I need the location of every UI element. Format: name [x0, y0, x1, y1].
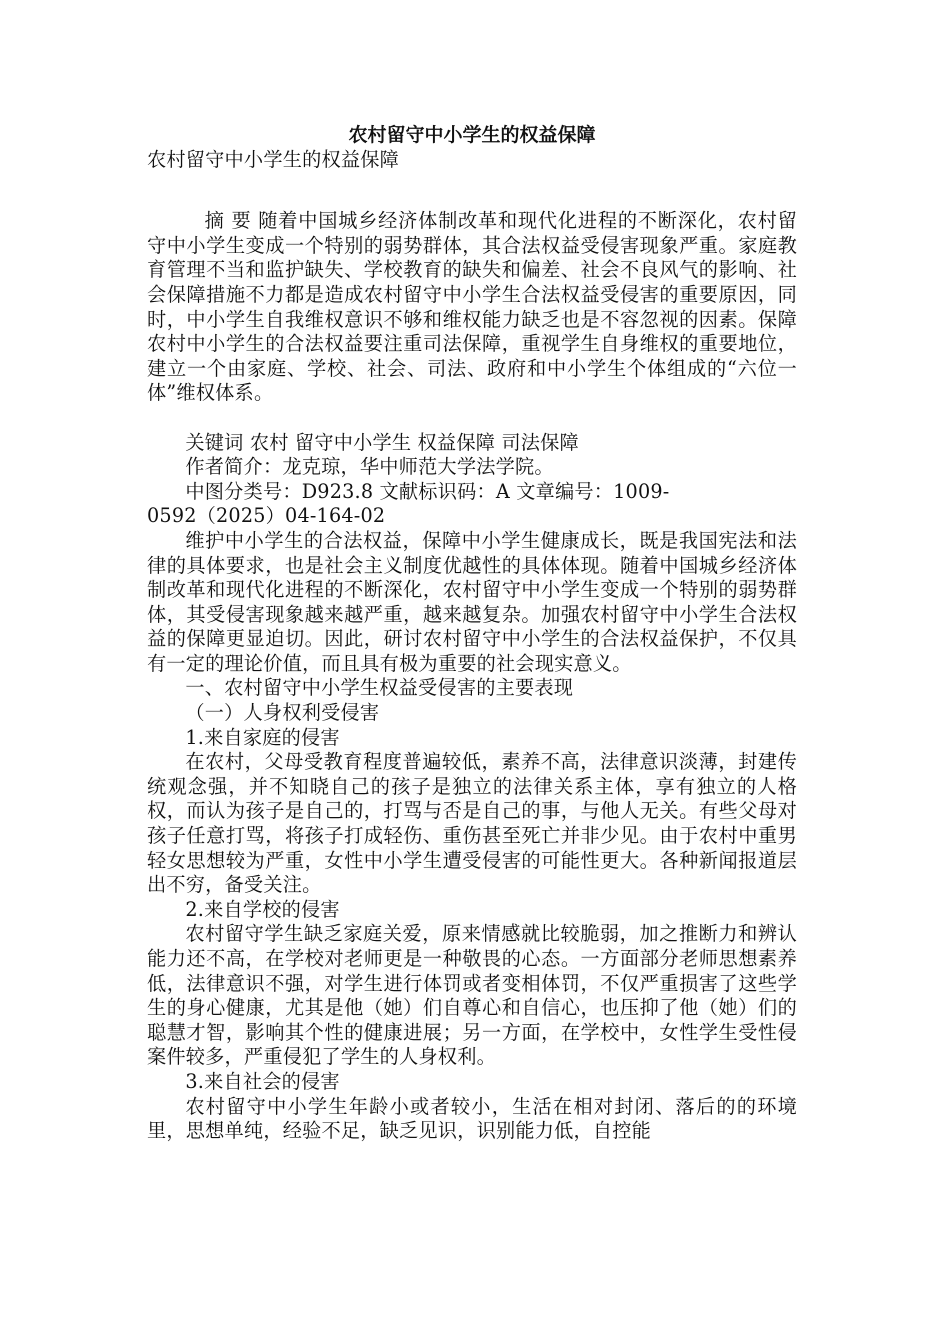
spacer: [147, 197, 797, 209]
item-heading-2: 2.来自学校的侵害: [185, 897, 340, 921]
item-heading-3: 3.来自社会的侵害: [185, 1069, 340, 1093]
abstract-paragraph: 摘 要 随着中国城乡经济体制改革和现代化进程的不断深化，农村留守中小学生变成一个特别的弱势群体，其合法权益受侵害现象严重。家庭教育管理不当和监护缺失、学校教育的缺失和偏差、社会不良风气的影响、社会保障措施不力都是造成农村留守中小学生合法权益受侵害的重要原因，同时，中小学生自我维权意识不够和维权能力缺乏也是不容忽视的因素。保障农村中小学生的合法权益要注重司法保障，重视学生自身维权的重要地位，建立一个由家庭、学校、社会、司法、政府和中小学生个体组成的“六位一体”维权体系。: [147, 209, 797, 405]
item-paragraph-2: 农村留守学生缺乏家庭关爱，原来情感就比较脆弱，加之推断力和辨认能力还不高，在学校对老师更是一种敬畏的心态。一方面部分老师思想素养低，法律意识不强，对学生进行体罚或者变相体罚，不仅严重损害了这些学生的身心健康，尤其是他（她）们自尊心和自信心，也压抑了他（她）们的聪慧才智，影响其个性的健康进展；另一方面，在学校中，女性学生受性侵案件较多，严重侵犯了学生的人身权利。: [147, 922, 797, 1069]
document-page: [147, 118, 797, 1144]
document-subtitle: 农村留守中小学生的权益保障: [147, 148, 400, 171]
spacer: [147, 406, 797, 431]
item-paragraph-3: 农村留守中小学生年龄小或者较小，生活在相对封闭、落后的的环境里，思想单纯，经验不足，缺乏见识，识别能力低，自控能: [147, 1094, 797, 1143]
item-paragraph-1: 在农村，父母受教育程度普遍较低，素养不高，法律意识淡薄，封建传统观念强，并不知晓自己的孩子是独立的法律关系主体，享有独立的人格权，而认为孩子是自己的，打骂与否是自己的事，与他人无关。有些父母对孩子任意打骂，将孩子打成轻伤、重伤甚至死亡并非少见。由于农村中重男轻女思想较为严重，女性中小学生遭受侵害的可能性更大。各种新闻报道层出不穷，备受关注。: [147, 750, 797, 897]
keywords-line: 关键词 农村 留守中小学生 权益保障 司法保障: [185, 430, 579, 454]
author-line: 作者简介：龙克琼，华中师范大学法学院。: [185, 455, 554, 479]
item-heading-1: 1.来自家庭的侵害: [185, 725, 340, 749]
spacer: [147, 173, 797, 198]
classification-line-1: 中图分类号：D923.8 文献标识码：A 文章编号：1009-: [185, 479, 670, 503]
document-title: 农村留守中小学生的权益保障: [348, 124, 596, 146]
intro-paragraph: 维护中小学生的合法权益，保障中小学生健康成长，既是我国宪法和法律的具体要求，也是社会主义制度优越性的具体体现。随着中国城乡经济体制改革和现代化进程的不断深化，农村留守中小学生变成一个特别的弱势群体，其受侵害现象越来越严重，越来越复杂。加强农村留守中小学生合法权益的保障更显迫切。因此，研讨农村留守中小学生的合法权益保护，不仅具有一定的理论价值，而且具有极为重要的社会现实意义。: [147, 528, 797, 675]
subsection-heading-1: （一）人身权利受侵害: [185, 701, 380, 725]
classification-line-2: 0592（2025）04-164-02: [147, 504, 386, 528]
section-heading-1: 一、农村留守中小学生权益受侵害的主要表现: [185, 676, 574, 700]
